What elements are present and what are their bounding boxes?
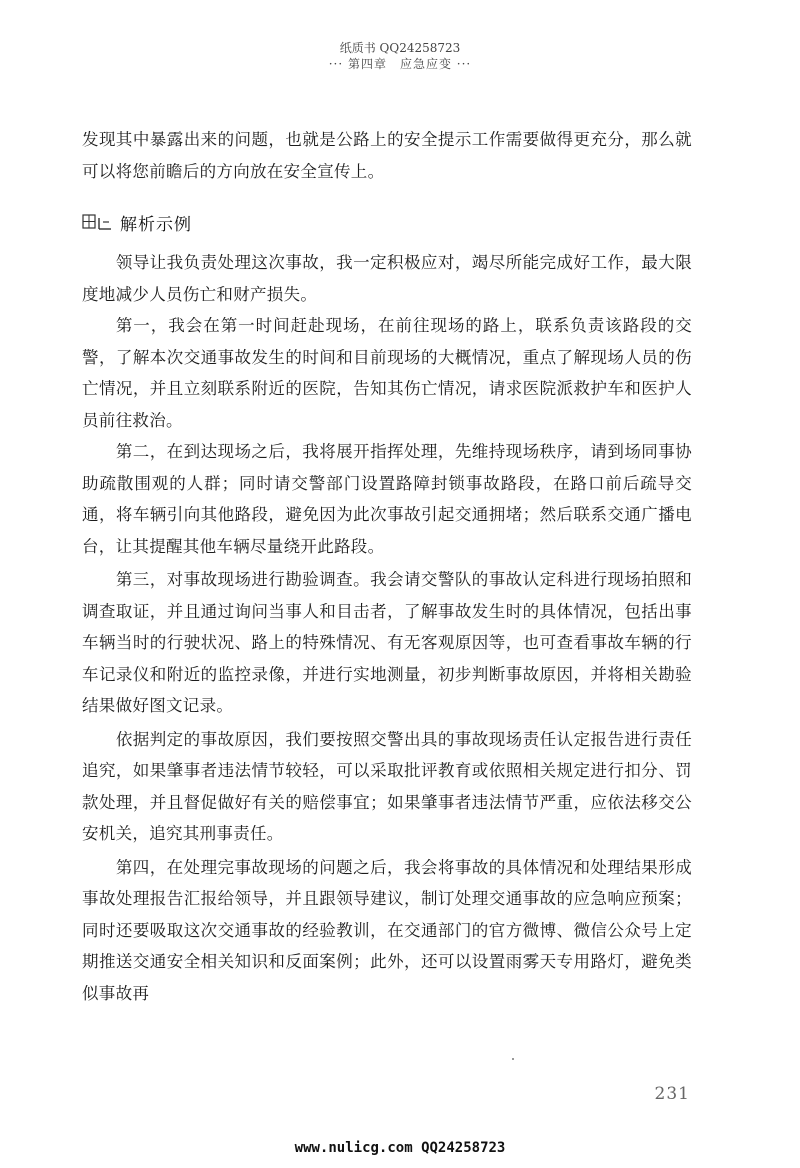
body-paragraph-second: 第二，在到达现场之后，我将展开指挥处理，先维持现场秩序，请到场同事协助疏散围观的人群；同时请交警部门设置路障封锁事故路段，在路口前后疏导交通，将车辆引向其他路段，避免因为此次事故引起交通拥堵；然后联系交通广播电台，让其提醒其他车辆尽量绕开此路段。 [82, 442, 692, 556]
body-paragraph-third: 第三，对事故现场进行勘验调查。我会请交警队的事故认定科进行现场拍照和调查取证，并且通过询问当事人和目击者，了解事故发生时的具体情况，包括出事车辆当时的行驶状况、路上的特殊情况、有无客观原因等，也可查看事故车辆的行车记录仪和附近的监控录像，并进行实地测量，初步判断事故原因，并将相关勘验结果做好图文记录。 [82, 570, 692, 715]
running-header [0, 40, 800, 72]
section-marker-icon [82, 213, 112, 231]
body-paragraph-fourth: 第四，在处理完事故现场的问题之后，我会将事故的具体情况和处理结果形成事故处理报告汇报给领导，并且跟领导建议，制订处理交通事故的应急响应预案；同时还要吸取这次交通事故的经验教训，在交通部门的官方微博、微信公众号上定期推送交通安全相关知识和反面案例；此外，还可以设置雨雾天专用路灯，避免类似事故再 [82, 857, 692, 1003]
body-paragraph-first: 第一，我会在第一时间赶赴现场，在前往现场的路上，联系负责该路段的交警，了解本次交通事故发生的时间和目前现场的大概情况，重点了解现场人员的伤亡情况，并且立刻联系附近的医院，告知其伤亡情况，请求医院派救护车和医护人员前往救治。 [82, 316, 692, 430]
body-paragraph-liability: 依据判定的事故原因，我们要按照交警出具的事故现场责任认定报告进行责任追究，如果肇事者违法情节较轻，可以采取批评教育或依照相关规定进行扣分、罚款处理，并且督促做好有关的赔偿事宜；如果肇事者违法情节严重，应依法移交公安机关，追究其刑事责任。 [82, 729, 692, 843]
section-title: 解析示例 [120, 214, 192, 235]
page-body [82, 124, 692, 1009]
scan-speck [512, 1058, 514, 1060]
section-heading [82, 207, 692, 237]
page-number: 231 [654, 1084, 690, 1104]
header-book-label: 纸质书 QQ24258723 [339, 41, 461, 55]
body-paragraph-intro: 领导让我负责处理这次事故，我一定积极应对，竭尽所能完成好工作，最大限度地减少人员伤亡和财产损失。 [82, 253, 692, 304]
header-chapter-title: ··· 第四章 应急应变 ··· [328, 57, 472, 71]
footer-watermark: www.nulicg.com QQ24258723 [294, 1140, 506, 1156]
continuation-paragraph: 发现其中暴露出来的问题，也就是公路上的安全提示工作需要做得更充分，那么就可以将您前瞻后的方向放在安全宣传上。 [82, 130, 692, 181]
